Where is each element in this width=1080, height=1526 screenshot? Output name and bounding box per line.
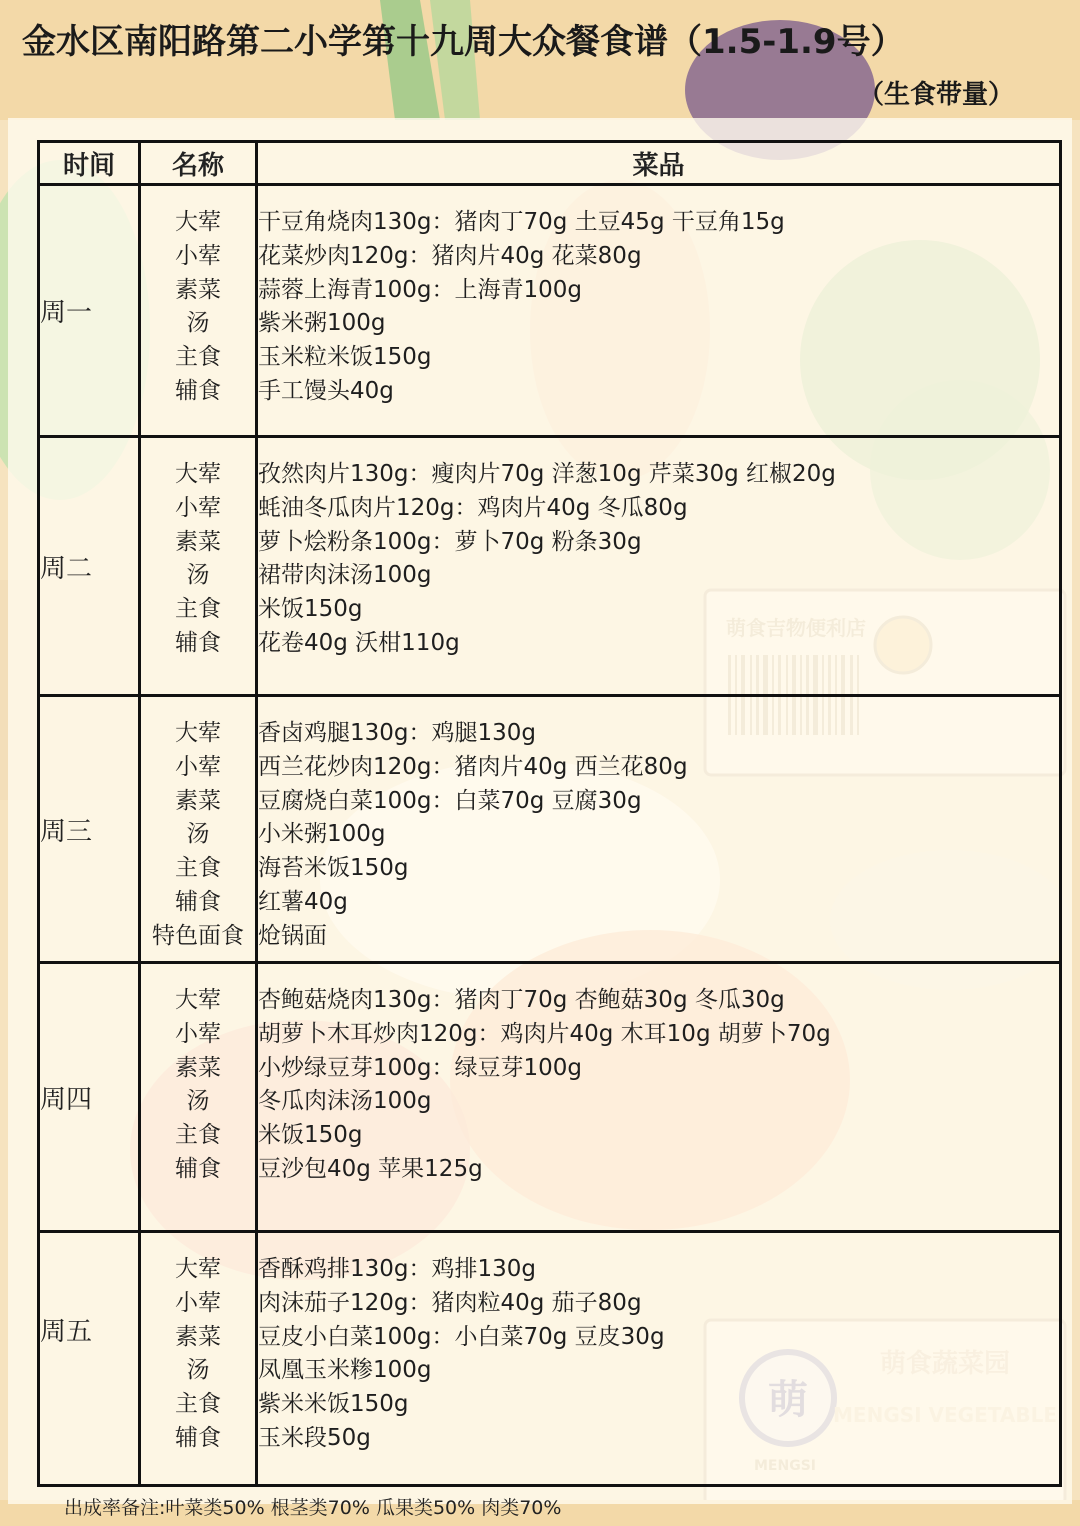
header-dishes: 菜品 — [257, 142, 1061, 185]
dish-item: 豆皮小白菜100g：小白菜70g 豆皮30g — [258, 1323, 665, 1350]
category-label: 主食 — [175, 344, 221, 371]
category-label: 小荤 — [175, 242, 221, 269]
category-label: 大荤 — [175, 1256, 221, 1282]
category-label: 特色面食 — [152, 922, 244, 949]
table-row — [39, 437, 1061, 696]
dish-item: 豆腐烧白菜100g：白菜70g 豆腐30g — [258, 787, 642, 814]
dish-item: 萝卜烩粉条100g：萝卜70g 粉条30g — [258, 528, 642, 555]
table-row — [39, 185, 1061, 437]
category-label: 主食 — [175, 596, 221, 623]
menu-table — [37, 140, 1062, 1487]
category-label: 大荤 — [175, 720, 221, 746]
dish-item: 花菜炒肉120g：猪肉片40g 花菜80g — [258, 242, 642, 269]
category-label: 辅食 — [175, 888, 221, 915]
dish-item: 小炒绿豆芽100g：绿豆芽100g — [258, 1054, 582, 1081]
category-label: 汤 — [186, 562, 210, 589]
dish-item: 玉米粒米饭150g — [258, 344, 432, 371]
category-label: 大荤 — [175, 461, 221, 487]
category-label: 辅食 — [175, 377, 221, 404]
category-cell — [140, 963, 257, 1232]
category-label: 辅食 — [175, 1155, 221, 1182]
dish-item: 海苔米饭150g — [258, 855, 409, 882]
dishes-cell — [257, 963, 1061, 1232]
category-label: 小荤 — [175, 1020, 221, 1047]
dish-item: 孜然肉片130g：瘦肉片70g 洋葱10g 芹菜30g 红椒20g — [258, 461, 836, 487]
dish-item: 小米粥100g — [258, 821, 386, 848]
dish-item: 胡萝卜木耳炒肉120g：鸡肉片40g 木耳10g 胡萝卜70g — [258, 1020, 831, 1047]
dish-item: 紫米米饭150g — [258, 1391, 409, 1418]
dishes-cell — [257, 696, 1061, 963]
header-name: 名称 — [140, 142, 257, 185]
dish-item: 红薯40g — [258, 888, 348, 915]
category-label: 小荤 — [175, 753, 221, 780]
table-row — [39, 1232, 1061, 1486]
dish-item: 肉沫茄子120g：猪肉粒40g 茄子80g — [258, 1289, 642, 1316]
dishes-cell — [257, 437, 1061, 696]
category-label: 小荤 — [175, 494, 221, 521]
dishes-cell — [257, 1232, 1061, 1486]
dish-item: 西兰花炒肉120g：猪肉片40g 西兰花80g — [258, 753, 688, 780]
category-cell — [140, 1232, 257, 1486]
category-label: 素菜 — [175, 528, 221, 555]
category-label: 小荤 — [175, 1289, 221, 1316]
category-cell — [140, 696, 257, 963]
dish-item: 紫米粥100g — [258, 310, 386, 337]
category-label: 主食 — [175, 1122, 221, 1149]
dish-item: 香酥鸡排130g：鸡排130g — [258, 1256, 536, 1282]
category-label: 辅食 — [175, 629, 221, 656]
dish-item: 手工馒头40g — [258, 377, 394, 404]
page-subtitle: （生食带量） — [857, 80, 1014, 110]
dish-item: 蚝油冬瓜肉片120g：鸡肉片40g 冬瓜80g — [258, 494, 688, 521]
dish-item: 香卤鸡腿130g：鸡腿130g — [258, 720, 536, 746]
category-label: 大荤 — [175, 209, 221, 235]
category-cell — [140, 185, 257, 437]
dish-item: 裙带肉沫汤100g — [258, 562, 432, 589]
table-row — [39, 696, 1061, 963]
category-label: 汤 — [186, 310, 210, 337]
day-cell: 周四 — [39, 963, 140, 1232]
day-cell: 周三 — [39, 696, 140, 963]
page-title: 金水区南阳路第二小学第十九周大众餐食谱（1.5-1.9号） — [22, 22, 905, 62]
category-label: 素菜 — [175, 276, 221, 303]
dish-item: 豆沙包40g 苹果125g — [258, 1155, 483, 1182]
category-cell — [140, 437, 257, 696]
dish-item: 米饭150g — [258, 1122, 363, 1149]
day-cell: 周二 — [39, 437, 140, 696]
dish-item: 米饭150g — [258, 596, 363, 623]
dish-item: 干豆角烧肉130g：猪肉丁70g 土豆45g 干豆角15g — [258, 209, 785, 235]
table-row — [39, 963, 1061, 1232]
category-label: 素菜 — [175, 787, 221, 814]
yield-rate-note: 出成率备注:叶菜类50% 根茎类70% 瓜果类50% 肉类70% — [64, 1497, 562, 1519]
category-label: 主食 — [175, 855, 221, 882]
day-cell: 周五 — [39, 1232, 140, 1486]
dish-item: 冬瓜肉沫汤100g — [258, 1088, 432, 1115]
category-label: 大荤 — [175, 987, 221, 1013]
table-header-row — [39, 142, 1061, 185]
header-time: 时间 — [39, 142, 140, 185]
dish-item: 炝锅面 — [258, 922, 327, 949]
category-label: 素菜 — [175, 1323, 221, 1350]
dish-item: 杏鲍菇烧肉130g：猪肉丁70g 杏鲍菇30g 冬瓜30g — [258, 987, 785, 1013]
category-label: 汤 — [186, 1088, 210, 1115]
category-label: 汤 — [186, 821, 210, 848]
dish-item: 蒜蓉上海青100g：上海青100g — [258, 276, 582, 303]
day-cell: 周一 — [39, 185, 140, 437]
category-label: 主食 — [175, 1391, 221, 1418]
dishes-cell — [257, 185, 1061, 437]
dish-item: 花卷40g 沃柑110g — [258, 629, 460, 656]
category-label: 辅食 — [175, 1424, 221, 1451]
category-label: 汤 — [186, 1357, 210, 1384]
category-label: 素菜 — [175, 1054, 221, 1081]
dish-item: 玉米段50g — [258, 1424, 371, 1451]
dish-item: 凤凰玉米糁100g — [258, 1357, 432, 1384]
